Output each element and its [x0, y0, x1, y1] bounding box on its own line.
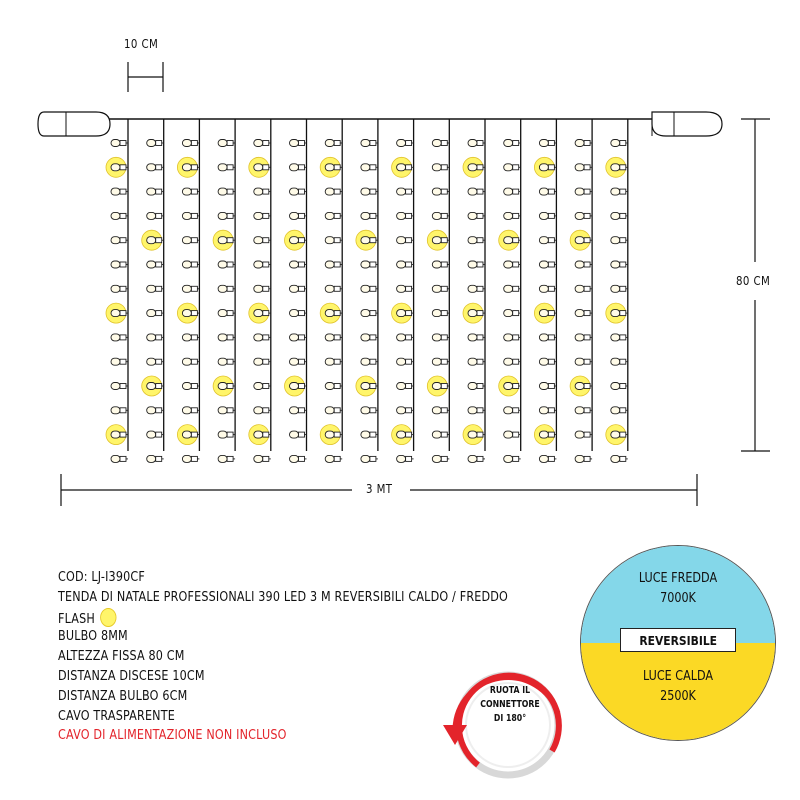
led-bulb-icon — [432, 358, 449, 365]
led-bulb-icon — [611, 455, 628, 462]
flash-led-bulb-icon — [499, 376, 521, 396]
led-bulb-icon — [290, 261, 307, 268]
spacing-label: 10 CM — [124, 37, 159, 51]
cold-light-temp: 7000K — [660, 591, 696, 606]
rotate-connector-text: RUOTA IL CONNETTORE DI 180° — [480, 685, 540, 724]
led-bulb-icon — [575, 407, 592, 414]
led-bulb-icon — [361, 261, 378, 268]
led-bulb-icon — [611, 212, 628, 219]
flash-led-bulb-icon — [463, 157, 485, 177]
led-bulb-icon — [468, 261, 485, 268]
led-bulb-icon — [147, 261, 164, 268]
led-bulb-icon — [111, 188, 128, 195]
led-bulb-icon — [539, 261, 556, 268]
led-bulb-icon — [290, 407, 307, 414]
led-bulb-icon — [182, 237, 199, 244]
flash-bulb-icon — [100, 608, 116, 627]
led-bulb-icon — [397, 455, 414, 462]
led-bulb-icon — [254, 261, 271, 268]
led-bulb-icon — [218, 431, 235, 438]
led-bulb-icon — [397, 237, 414, 244]
flash-led-bulb-icon — [285, 376, 307, 396]
led-bulb-icon — [432, 407, 449, 414]
led-bulb-icon — [397, 407, 414, 414]
led-bulb-icon — [468, 455, 485, 462]
flash-led-bulb-icon — [213, 376, 235, 396]
led-bulb-icon — [504, 285, 521, 292]
led-bulb-icon — [575, 261, 592, 268]
led-bulb-icon — [111, 455, 128, 462]
led-bulb-icon — [397, 188, 414, 195]
led-bulb-icon — [218, 188, 235, 195]
warm-light-temp: 2500K — [660, 689, 696, 704]
flash-led-bulb-icon — [570, 230, 592, 250]
bulb-distance-spec: DISTANZA BULBO 6CM — [58, 688, 188, 704]
flash-led-bulb-icon — [249, 425, 271, 445]
led-bulb-icon — [611, 407, 628, 414]
flash-led-bulb-icon — [570, 376, 592, 396]
flash-led-bulb-icon — [392, 157, 414, 177]
led-bulb-icon — [539, 212, 556, 219]
led-bulb-icon — [539, 285, 556, 292]
flash-led-bulb-icon — [606, 303, 628, 323]
flash-led-bulb-icon — [177, 157, 199, 177]
led-bulb-icon — [218, 212, 235, 219]
led-bulb-icon — [504, 310, 521, 317]
led-bulb-icon — [254, 140, 271, 147]
led-bulb-icon — [147, 407, 164, 414]
light-mode-disc — [580, 545, 776, 741]
led-bulb-icon — [290, 334, 307, 341]
flash-led-bulb-icon — [285, 230, 307, 250]
led-bulb-icon — [218, 358, 235, 365]
led-bulb-icon — [575, 140, 592, 147]
led-bulb-icon — [254, 285, 271, 292]
led-bulb-icon — [361, 188, 378, 195]
led-bulb-icon — [182, 140, 199, 147]
led-bulb-icon — [397, 140, 414, 147]
led-bulb-icon — [290, 140, 307, 147]
led-bulb-icon — [182, 407, 199, 414]
led-bulb-icon — [539, 237, 556, 244]
flash-label: FLASH — [58, 611, 95, 627]
flash-led-bulb-icon — [106, 425, 128, 445]
led-bulb-icon — [432, 431, 449, 438]
led-bulb-icon — [361, 431, 378, 438]
flash-led-bulb-icon — [249, 303, 271, 323]
led-bulb-icon — [611, 285, 628, 292]
right-plug-icon — [652, 112, 722, 136]
led-bulb-icon — [325, 285, 342, 292]
flash-led-bulb-icon — [499, 230, 521, 250]
flash-led-bulb-icon — [320, 425, 342, 445]
warm-light-label: LUCE CALDA — [642, 669, 714, 684]
led-bulb-icon — [361, 310, 378, 317]
led-bulb-icon — [325, 237, 342, 244]
led-bulb-icon — [182, 212, 199, 219]
led-bulb-icon — [575, 188, 592, 195]
led-bulb-icon — [504, 431, 521, 438]
flash-led-bulb-icon — [534, 425, 556, 445]
led-bulb-icon — [468, 237, 485, 244]
flash-led-bulb-icon — [392, 303, 414, 323]
led-bulb-icon — [361, 140, 378, 147]
flash-led-bulb-icon — [356, 376, 378, 396]
flash-led-bulb-icon — [213, 230, 235, 250]
led-bulb-icon — [147, 285, 164, 292]
led-bulb-icon — [575, 310, 592, 317]
led-bulb-icon — [539, 407, 556, 414]
drop-distance-spec: DISTANZA DISCESE 10CM — [58, 668, 205, 684]
bulb-spec: BULBO 8MM — [58, 629, 128, 645]
reversible-badge: REVERSIBILE — [620, 628, 736, 652]
led-bulb-icon — [111, 358, 128, 365]
led-bulb-icon — [290, 285, 307, 292]
led-bulb-icon — [325, 212, 342, 219]
flash-led-bulb-icon — [106, 157, 128, 177]
flash-led-bulb-icon — [463, 425, 485, 445]
led-bulb-icon — [432, 455, 449, 462]
led-bulb-icon — [325, 140, 342, 147]
led-bulb-icon — [539, 358, 556, 365]
led-bulb-icon — [218, 334, 235, 341]
led-bulb-icon — [290, 431, 307, 438]
flash-led-bulb-icon — [392, 425, 414, 445]
led-bulb-icon — [504, 358, 521, 365]
led-bulb-icon — [432, 140, 449, 147]
led-bulb-icon — [539, 383, 556, 390]
power-cable-warning: CAVO DI ALIMENTAZIONE NON INCLUSO — [58, 728, 287, 744]
led-bulb-icon — [504, 140, 521, 147]
product-title: TENDA DI NATALE PROFESSIONALI 390 LED 3 M REVERSIBILI CALDO / FREDDO — [58, 589, 509, 605]
led-bulb-icon — [182, 188, 199, 195]
flash-led-bulb-icon — [534, 157, 556, 177]
led-bulb-icon — [147, 310, 164, 317]
led-bulb-icon — [575, 455, 592, 462]
led-bulb-icon — [182, 358, 199, 365]
led-bulb-icon — [182, 455, 199, 462]
led-bulb-icon — [254, 334, 271, 341]
led-bulb-icon — [611, 261, 628, 268]
led-bulb-icon — [147, 455, 164, 462]
flash-led-bulb-icon — [606, 425, 628, 445]
led-bulb-icon — [111, 237, 128, 244]
led-bulb-icon — [539, 188, 556, 195]
led-bulb-icon — [361, 455, 378, 462]
led-bulb-icon — [361, 334, 378, 341]
led-bulb-icon — [147, 334, 164, 341]
flash-row — [58, 608, 508, 628]
led-bulb-icon — [218, 455, 235, 462]
led-bulb-icon — [432, 212, 449, 219]
led-bulb-icon — [218, 261, 235, 268]
led-bulb-icon — [147, 431, 164, 438]
led-bulb-icon — [111, 334, 128, 341]
led-bulb-icon — [432, 334, 449, 341]
led-bulb-icon — [361, 407, 378, 414]
led-bulb-icon — [611, 237, 628, 244]
led-bulb-icon — [397, 358, 414, 365]
led-bulb-icon — [397, 212, 414, 219]
led-bulb-icon — [182, 383, 199, 390]
led-bulb-icon — [361, 164, 378, 171]
cold-light-label: LUCE FREDDA — [638, 571, 718, 586]
flash-led-bulb-icon — [534, 303, 556, 323]
flash-led-bulb-icon — [142, 230, 164, 250]
led-strands — [106, 119, 628, 462]
led-bulb-icon — [611, 358, 628, 365]
led-bulb-icon — [147, 212, 164, 219]
led-bulb-icon — [290, 164, 307, 171]
led-bulb-icon — [147, 188, 164, 195]
led-bulb-icon — [575, 212, 592, 219]
led-bulb-icon — [218, 407, 235, 414]
led-bulb-icon — [147, 358, 164, 365]
led-bulb-icon — [325, 383, 342, 390]
led-bulb-icon — [575, 164, 592, 171]
led-bulb-icon — [575, 431, 592, 438]
led-bulb-icon — [504, 212, 521, 219]
flash-led-bulb-icon — [177, 425, 199, 445]
led-bulb-icon — [611, 140, 628, 147]
led-bulb-icon — [504, 334, 521, 341]
led-bulb-icon — [611, 188, 628, 195]
led-bulb-icon — [218, 285, 235, 292]
led-bulb-icon — [539, 455, 556, 462]
flash-led-bulb-icon — [606, 157, 628, 177]
led-bulb-icon — [432, 261, 449, 268]
led-bulb-icon — [325, 358, 342, 365]
led-bulb-icon — [468, 212, 485, 219]
led-bulb-icon — [111, 261, 128, 268]
led-bulb-icon — [290, 188, 307, 195]
flash-led-bulb-icon — [427, 230, 449, 250]
led-bulb-icon — [254, 212, 271, 219]
led-bulb-icon — [468, 188, 485, 195]
led-bulb-icon — [290, 455, 307, 462]
led-bulb-icon — [397, 383, 414, 390]
led-bulb-icon — [290, 358, 307, 365]
led-bulb-icon — [468, 285, 485, 292]
led-bulb-icon — [468, 334, 485, 341]
led-bulb-icon — [254, 407, 271, 414]
led-bulb-icon — [504, 455, 521, 462]
led-bulb-icon — [147, 164, 164, 171]
height-spec: ALTEZZA FISSA 80 CM — [58, 649, 185, 665]
led-bulb-icon — [361, 358, 378, 365]
led-bulb-icon — [539, 140, 556, 147]
led-bulb-icon — [575, 358, 592, 365]
product-code: COD: LJ-I390CF — [58, 570, 145, 585]
led-bulb-icon — [111, 212, 128, 219]
led-bulb-icon — [611, 334, 628, 341]
led-bulb-icon — [504, 407, 521, 414]
led-bulb-icon — [111, 285, 128, 292]
flash-led-bulb-icon — [106, 303, 128, 323]
led-bulb-icon — [432, 164, 449, 171]
led-bulb-icon — [254, 237, 271, 244]
flash-led-bulb-icon — [320, 157, 342, 177]
led-bulb-icon — [397, 261, 414, 268]
led-bulb-icon — [218, 140, 235, 147]
flash-led-bulb-icon — [177, 303, 199, 323]
led-bulb-icon — [361, 285, 378, 292]
height-label: 80 CM — [736, 274, 771, 288]
led-bulb-icon — [539, 334, 556, 341]
led-bulb-icon — [361, 212, 378, 219]
led-bulb-icon — [111, 140, 128, 147]
cable-spec: CAVO TRASPARENTE — [58, 708, 175, 724]
led-bulb-icon — [325, 334, 342, 341]
led-bulb-icon — [468, 407, 485, 414]
led-bulb-icon — [468, 358, 485, 365]
led-bulb-icon — [182, 334, 199, 341]
flash-led-bulb-icon — [356, 230, 378, 250]
led-bulb-icon — [325, 455, 342, 462]
led-bulb-icon — [254, 358, 271, 365]
flash-led-bulb-icon — [142, 376, 164, 396]
left-plug-icon — [38, 112, 110, 136]
led-bulb-icon — [504, 164, 521, 171]
led-bulb-icon — [397, 285, 414, 292]
led-bulb-icon — [254, 383, 271, 390]
led-bulb-icon — [325, 407, 342, 414]
led-bulb-icon — [575, 285, 592, 292]
flash-led-bulb-icon — [249, 157, 271, 177]
flash-led-bulb-icon — [427, 376, 449, 396]
led-bulb-icon — [432, 310, 449, 317]
width-label: 3 MT — [366, 482, 393, 496]
flash-led-bulb-icon — [320, 303, 342, 323]
led-bulb-icon — [111, 383, 128, 390]
led-bulb-icon — [432, 285, 449, 292]
led-bulb-icon — [147, 140, 164, 147]
led-bulb-icon — [218, 164, 235, 171]
led-bulb-icon — [290, 212, 307, 219]
led-bulb-icon — [182, 285, 199, 292]
led-bulb-icon — [397, 334, 414, 341]
led-bulb-icon — [504, 261, 521, 268]
led-bulb-icon — [218, 310, 235, 317]
led-bulb-icon — [468, 383, 485, 390]
led-bulb-icon — [290, 310, 307, 317]
flash-led-bulb-icon — [463, 303, 485, 323]
led-bulb-icon — [504, 188, 521, 195]
spacing-dimension — [128, 62, 163, 92]
led-bulb-icon — [468, 140, 485, 147]
led-bulb-icon — [254, 455, 271, 462]
led-bulb-icon — [182, 261, 199, 268]
led-bulb-icon — [325, 188, 342, 195]
led-bulb-icon — [575, 334, 592, 341]
led-bulb-icon — [111, 407, 128, 414]
led-bulb-icon — [254, 188, 271, 195]
led-bulb-icon — [611, 383, 628, 390]
led-bulb-icon — [325, 261, 342, 268]
led-bulb-icon — [432, 188, 449, 195]
